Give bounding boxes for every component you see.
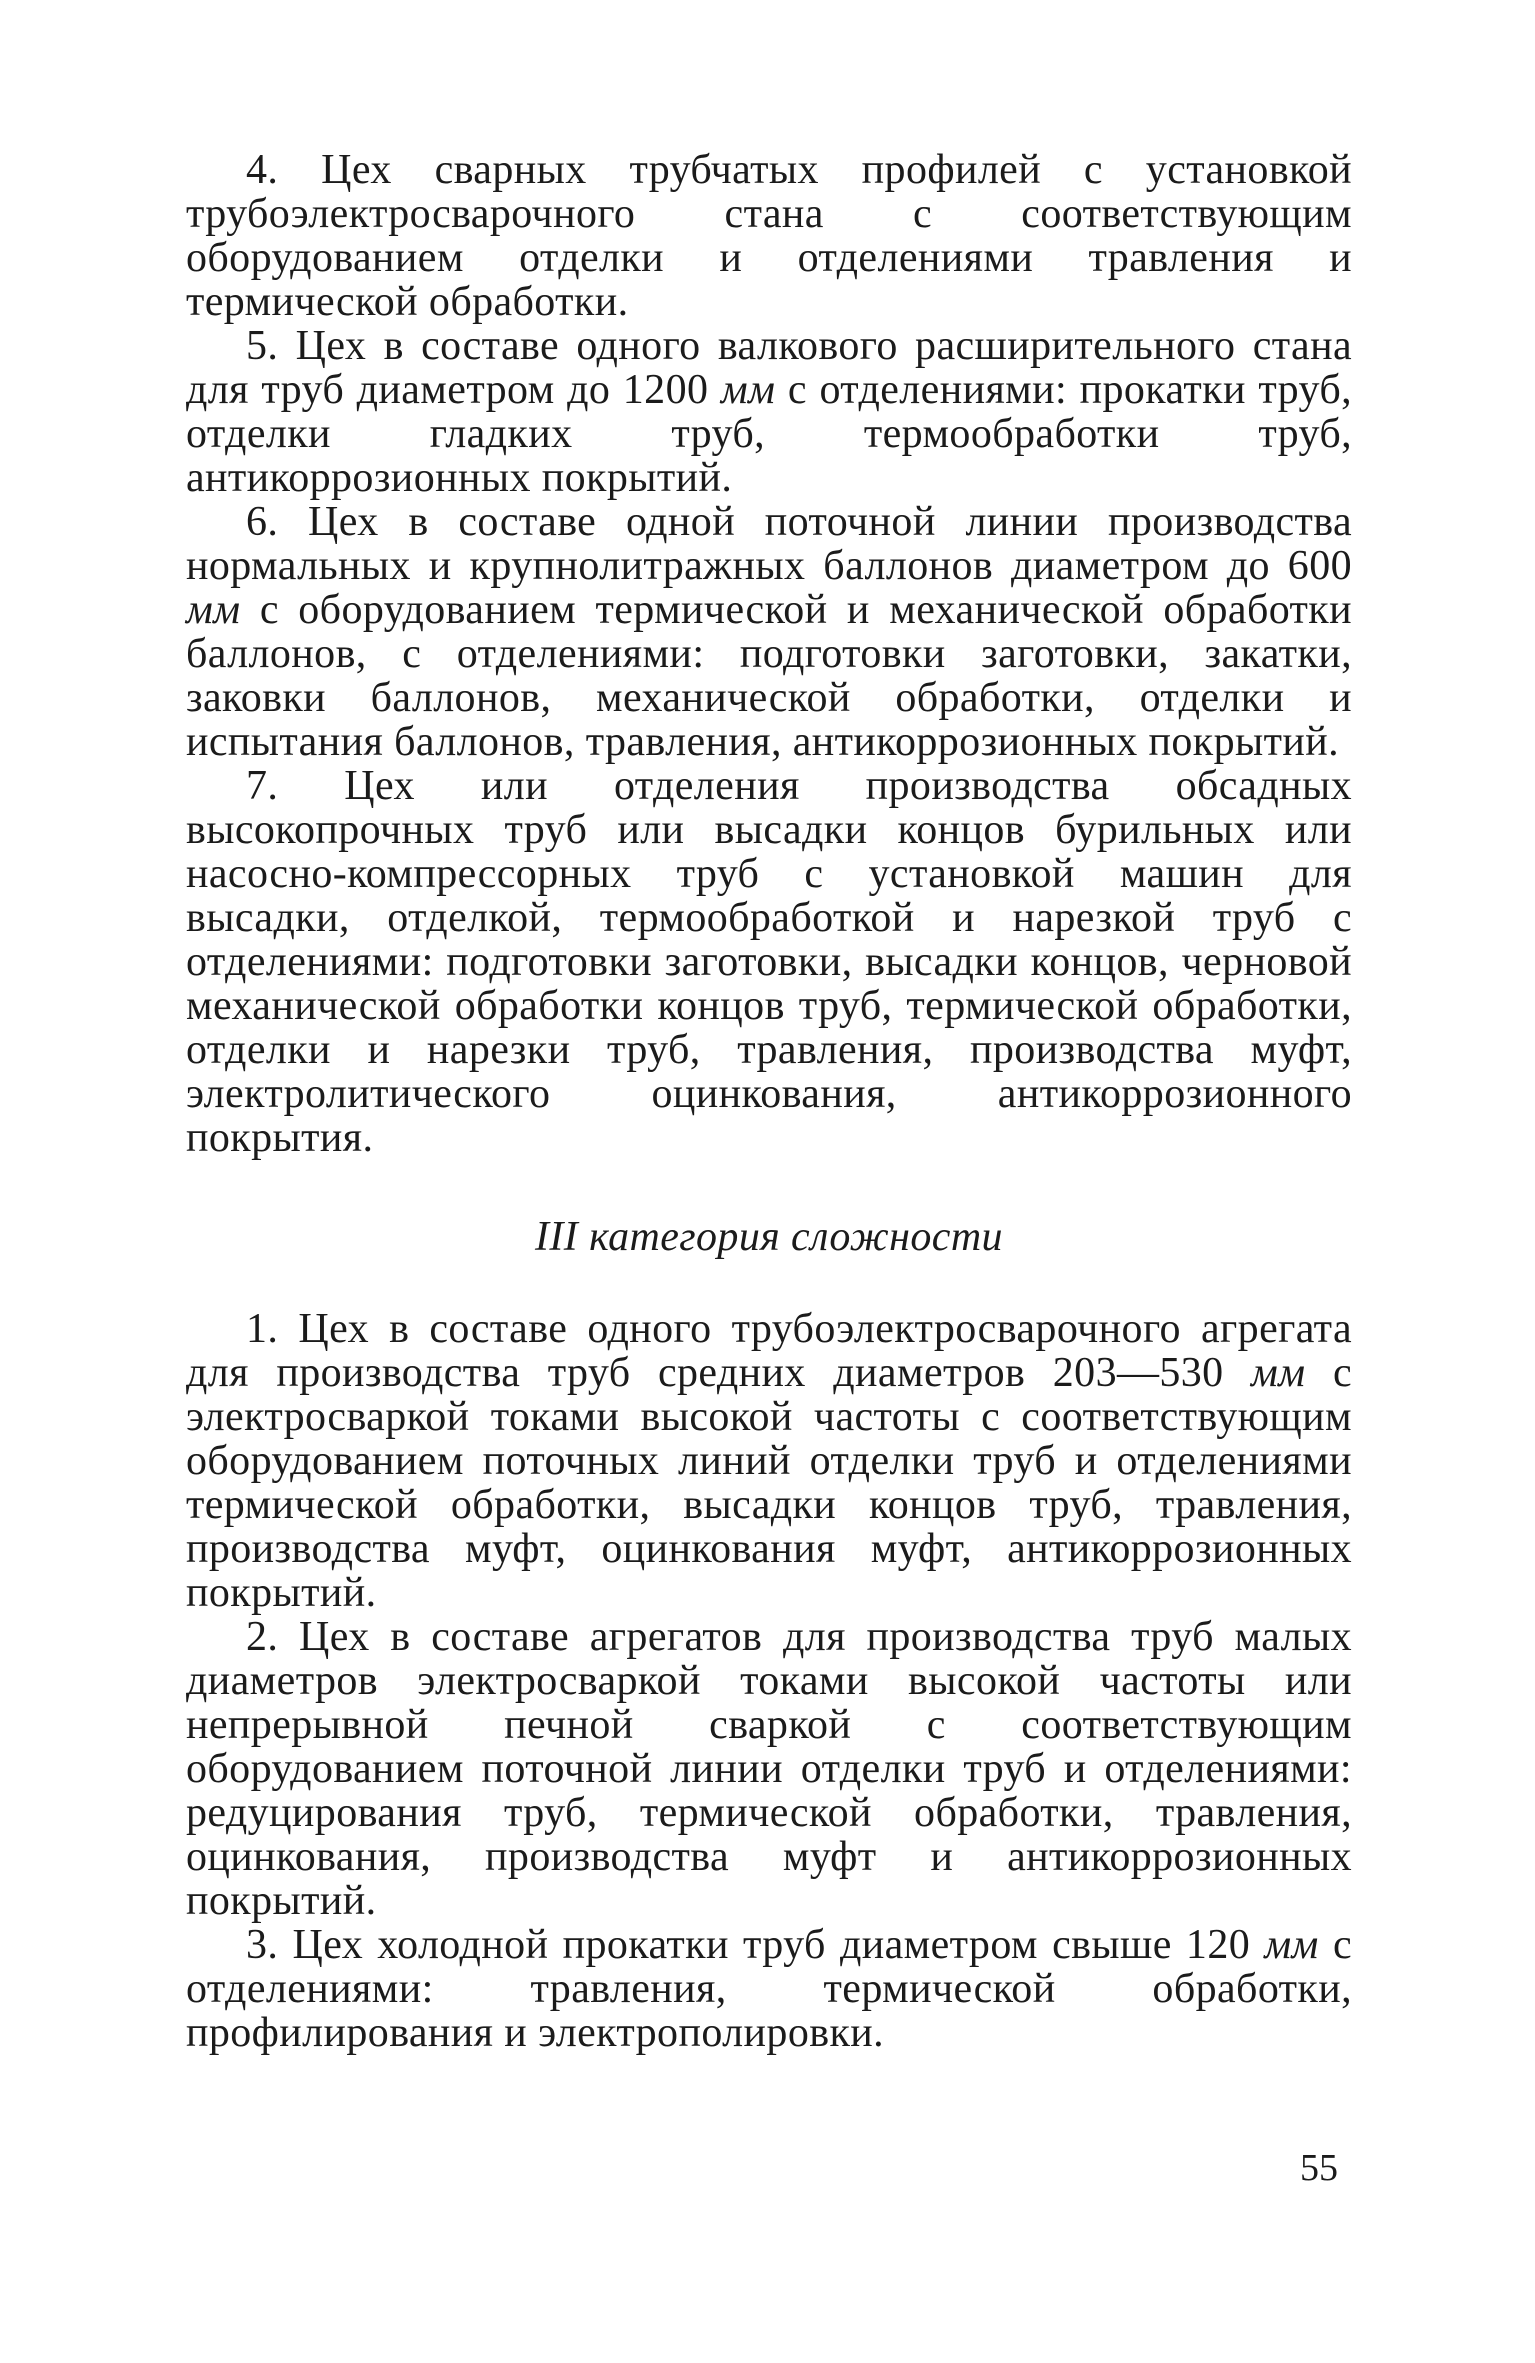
section-heading: III категория сложности xyxy=(535,1214,1003,1260)
paragraph-text-b: с электросваркой токами высокой частоты с соответствующим оборудованием поточных линий отделки труб и отделениями термической обработки, высадки концов труб, травления, производства муфт, оцинкования муфт, антикоррозионных покрытий. xyxy=(186,1350,1352,1616)
paragraph-5 xyxy=(186,324,1352,500)
paragraph-text-b: с отделениями: прокатки труб, отделки гладких труб, термообработки труб, антикоррозионных покрытий. xyxy=(186,367,1353,501)
unit-mm: мм xyxy=(186,587,241,633)
paragraph-number: 1. xyxy=(246,1306,279,1352)
paragraph-text-a: Цех холодной прокатки труб диаметром свыше 120 xyxy=(292,1922,1251,1968)
paragraph-iii-2 xyxy=(186,1615,1352,1923)
paragraph-7 xyxy=(186,764,1352,1160)
unit-mm: мм xyxy=(1251,1350,1306,1396)
unit-mm: мм xyxy=(720,367,776,413)
paragraph-number: 2. xyxy=(246,1614,279,1660)
section-heading-wrap xyxy=(186,1215,1352,1259)
paragraph-text-a: Цех в составе одного трубоэлектросварочного агрегата для производства труб средних диаметров 203—530 xyxy=(186,1306,1352,1396)
paragraph-number: 7. xyxy=(246,763,279,809)
paragraph-number: 4. xyxy=(246,147,279,193)
page-body xyxy=(186,148,1352,2055)
paragraph-text-a: Цех в составе одного валкового расширительного стана для труб диаметром до 1200 xyxy=(186,323,1352,413)
paragraph-text-b: с оборудованием термической и механической обработки баллонов, с отделениями: подготовки заготовки, закатки, заковки баллонов, механической обработки, отделки и испытания баллонов, травления, антикоррозионных покрытий. xyxy=(186,587,1352,765)
paragraph-4 xyxy=(186,148,1352,324)
paragraph-text: Цех сварных трубчатых профилей с установкой трубоэлектросварочного стана с соответствующим оборудованием отделки и отделениями травления и термической обработки. xyxy=(186,147,1352,325)
paragraph-text-a: Цех в составе одной поточной линии производства нормальных и крупнолитражных баллонов диаметром до 600 xyxy=(186,499,1352,589)
paragraph-number: 6. xyxy=(246,499,279,545)
page-number: 55 xyxy=(1300,2147,1338,2189)
paragraph-iii-1 xyxy=(186,1307,1352,1615)
paragraph-text: Цех в составе агрегатов для производства труб малых диаметров электросваркой токами высокой частоты или непрерывной печной сваркой с соответствующим оборудованием поточной линии отделки труб и отделениями: редуцирования труб, термической обработки, травления, оцинкования, производства муфт и антикоррозионных покрытий. xyxy=(186,1614,1352,1924)
paragraph-number: 3. xyxy=(246,1922,279,1968)
paragraph-text-b: с отделениями: травления, термической обработки, профилирования и электрополировки. xyxy=(186,1922,1352,2056)
paragraph-text: Цех или отделения производства обсадных высокопрочных труб или высадки концов бурильных или насосно-компрессорных труб с установкой машин для высадки, отделкой, термообработкой и нарезкой труб с отделениями: подготовки заготовки, высадки концов, черновой механической обработки концов труб, термической обработки, отделки и нарезки труб, травления, производства муфт, электролитического оцинкования, антикоррозионного покрытия. xyxy=(186,763,1352,1161)
paragraph-iii-3 xyxy=(186,1923,1352,2055)
paragraph-number: 5. xyxy=(246,323,279,369)
paragraph-6 xyxy=(186,500,1352,764)
unit-mm: мм xyxy=(1264,1922,1319,1968)
